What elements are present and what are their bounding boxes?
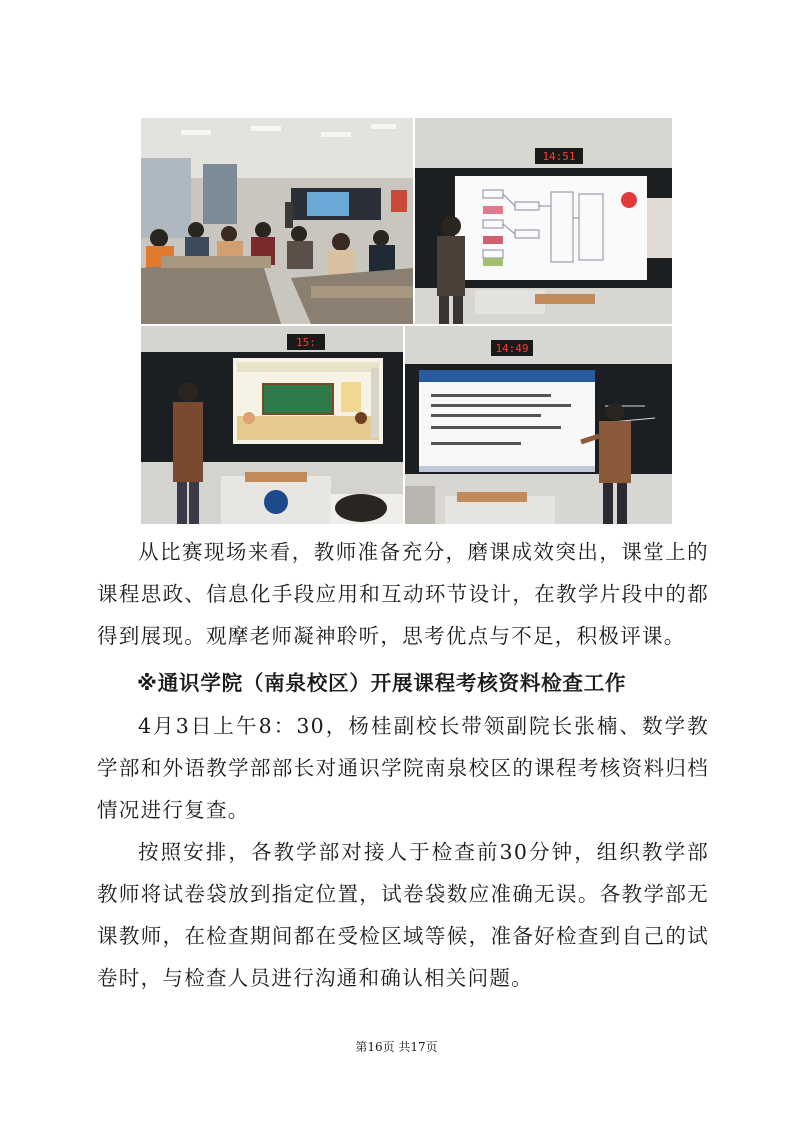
- paragraph-competition-summary: 从比赛现场来看，教师准备充分，磨课成效突出，课堂上的课程思政、信息化手段应用和互动环节设计，在教学片段中的都得到展现。观摩老师凝神聆听，思考优点与不足，积极评课。: [97, 540, 709, 648]
- photo-collage: [141, 118, 672, 524]
- wall-clock-display: 14:49: [495, 342, 529, 355]
- teacher-math-slide-photo: [405, 326, 672, 524]
- teacher-cartoon-slide-photo: [141, 326, 403, 524]
- classroom-audience-photo: [141, 118, 413, 324]
- wall-clock-display: 14:51: [542, 150, 576, 163]
- page-footer: 第16页 共17页: [355, 1040, 438, 1054]
- paragraph-inspection-arrangement: 按照安排，各教学部对接人于检查前30分钟，组织教学部教师将试卷袋放到指定位置，试卷袋数应准确无误。各教学部无课教师，在检查期间都在受检区域等候，准备好检查到自己的试卷时，与检查人员进行沟通和确认相关问题。: [97, 840, 709, 990]
- section-heading: ※通识学院（南泉校区）开展课程考核资料检查工作: [137, 671, 627, 695]
- teacher-flowchart-photo: [415, 118, 672, 324]
- wall-clock-display: 15:: [296, 336, 316, 349]
- paragraph-inspection-intro: 4月3日上午8：30，杨桂副校长带领副院长张楠、数学教学部和外语教学部部长对通识学院南泉校区的课程考核资料归档情况进行复查。: [97, 714, 709, 822]
